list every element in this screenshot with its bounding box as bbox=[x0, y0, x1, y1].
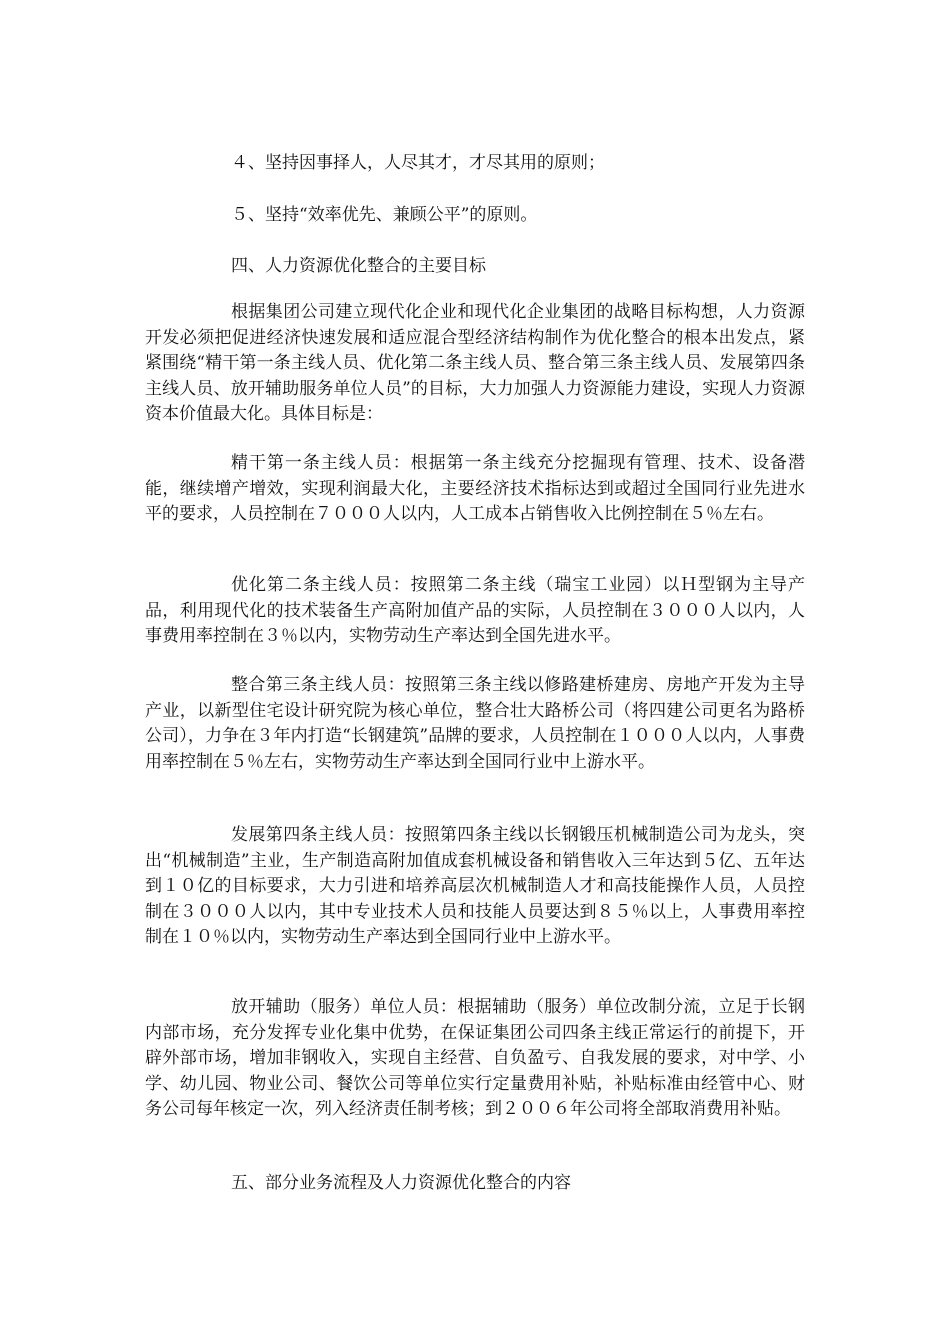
paragraph-line-2: 优化第二条主线人员：按照第二条主线（瑞宝工业园）以Ｈ型钢为主导产品，利用现代化的技术装备生产高附加值产品的实际，人员控制在３０００人以内，人事费用率控制在３％以内，实物劳动生产率达到全国先进水平。 bbox=[145, 575, 805, 646]
paragraph-overview: 根据集团公司建立现代化企业和现代化企业集团的战略目标构想，人力资源开发必须把促进经济快速发展和适应混合型经济结构制作为优化整合的根本出发点，紧紧围绕“精干第一条主线人员、优化第二条主线人员、整合第三条主线人员、发展第四条主线人员、放开辅助服务单位人员”的目标，大力加强人力资源能力建设，实现人力资源资本价值最大化。具体目标是： bbox=[145, 302, 805, 424]
principle-item-5: ５、坚持“效率优先、兼顾公平”的原则。 bbox=[231, 205, 538, 225]
section-heading-4: 四、人力资源优化整合的主要目标 bbox=[231, 256, 486, 276]
principle-item-4: ４、坚持因事择人，人尽其才，才尽其用的原则； bbox=[231, 153, 605, 173]
section-heading-5: 五、部分业务流程及人力资源优化整合的内容 bbox=[231, 1173, 571, 1193]
paragraph-auxiliary: 放开辅助（服务）单位人员：根据辅助（服务）单位改制分流，立足于长钢内部市场，充分发挥专业化集中优势，在保证集团公司四条主线正常运行的前提下，开辟外部市场，增加非钢收入，实现自主经营、自负盈亏、自我发展的要求，对中学、小学、幼儿园、物业公司、餐饮公司等单位实行定量费用补贴，补贴标准由经管中心、财务公司每年核定一次，列入经济责任制考核；到２００６年公司将全部取消费用补贴。 bbox=[145, 997, 805, 1119]
paragraph-line-4: 发展第四条主线人员：按照第四条主线以长钢锻压机械制造公司为龙头，突出“机械制造”主业，生产制造高附加值成套机械设备和销售收入三年达到５亿、五年达到１０亿的目标要求，大力引进和培养高层次机械制造人才和高技能操作人员，人员控制在３０００人以内，其中专业技术人员和技能人员要达到８５％以上，人事费用率控制在１０％以内，实物劳动生产率达到全国同行业中上游水平。 bbox=[145, 825, 805, 947]
paragraph-line-3: 整合第三条主线人员：按照第三条主线以修路建桥建房、房地产开发为主导产业，以新型住宅设计研究院为核心单位，整合壮大路桥公司（将四建公司更名为路桥公司），力争在３年内打造“长钢建筑”品牌的要求，人员控制在１０００人以内，人事费用率控制在５％左右，实物劳动生产率达到全国同行业中上游水平。 bbox=[145, 675, 805, 772]
paragraph-line-1: 精干第一条主线人员：根据第一条主线充分挖掘现有管理、技术、设备潜能，继续增产增效，实现利润最大化，主要经济技术指标达到或超过全国同行业先进水平的要求，人员控制在７０００人以内，人工成本占销售收入比例控制在５％左右。 bbox=[145, 453, 805, 524]
